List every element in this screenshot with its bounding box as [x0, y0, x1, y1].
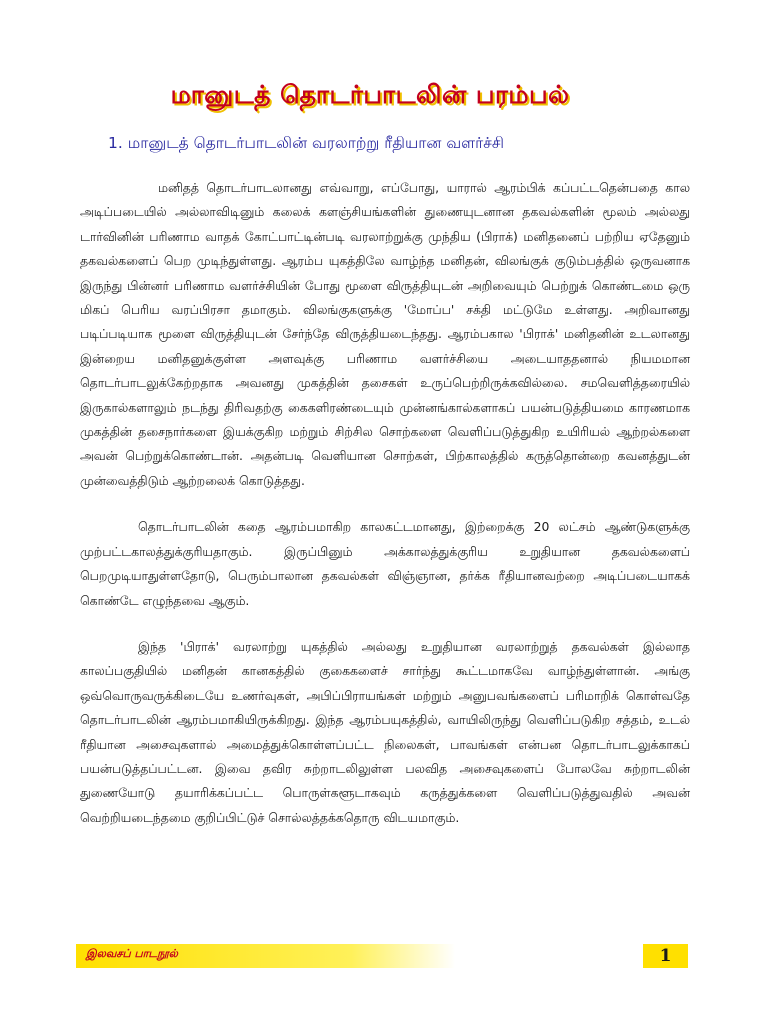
page-number: 1 — [659, 946, 672, 966]
body-text — [80, 176, 690, 852]
paragraph: தொடர்பாடலின் கதை ஆரம்பமாகிற காலகட்டமானது, இற்றைக்கு 20 லட்சம் ஆண்டுகளுக்கு முற்பட்டகாலத்துக்குரியதாகும். இருப்பினும் அக்காலத்துக்குரிய உறுதியான தகவல்களைப் பெறமுடியாதுள்ளதோடு, பெரும்பாலான தகவல்கள் விஞ்ஞான, தர்க்க ரீதியானவற்றை அடிப்படையாகக் கொண்டே எழுந்தவை ஆகும். — [80, 519, 690, 608]
footer-label: இலவசப் பாடநூல் — [86, 947, 178, 960]
page-title: மானுடத் தொடர்பாடலின் பரம்பல் — [170, 80, 570, 109]
paragraph: இந்த 'பிராக்' வரலாற்று யுகத்தில் அல்லது உறுதியான வரலாற்றுத் தகவல்கள் இல்லாத காலப்பகுதியில் மனிதன் கானகத்தில் குகைகளைச் சார்ந்து கூட்டமாகவே வாழ்ந்துள்ளான். அங்கு ஒவ்வொருவருக்கிடையே உணர்வுகள், அபிப்பிராயங்கள் மற்றும் அனுபவங்களைப் பரிமாறிக் கொள்வதே தொடர்பாடலின் ஆரம்பமாகியிருக்கிறது. இந்த ஆரம்பயுகத்தில், வாயிலிருந்து வெளிப்படுகிற சத்தம், உடல் ரீதியான அசைவுகளால் அமைத்துக்கொள்ளப்பட்ட நிலைகள், பாவங்கள் என்பன தொடர்பாடலுக்காகப் பயன்படுத்தப்பட்டன. இவை தவிர சுற்றாடலிலுள்ள பலவித அசைவுகளைப் போலவே சுற்றாடலின் துணையோடு தயாரிக்கப்பட்ட பொருள்களூடாகவும் கருத்துக்களை வெளிப்படுத்துவதில் அவன் வெற்றியடைந்தமை குறிப்பிட்டுச் சொல்லத்தக்கதொரு விடயமாகும். — [80, 638, 690, 825]
paragraph: மனிதத் தொடர்பாடலானது எவ்வாறு, எப்போது, யாரால் ஆரம்பிக் கப்பட்டதென்பதை கால அடிப்படையில் அல்லாவிடினும் கலைக் களஞ்சியங்களின் துணையுடனான தகவல்களின் மூலம் அல்லது டார்வினின் பரிணாம வாதக் கோட்பாட்டின்படி வரலாற்றுக்கு முந்திய (பிராக்) மனிதனைப் பற்றிய ஏதேனும் தகவல்களைப் பெற முடிந்துள்ளது. ஆரம்ப யுகத்திலே வாழ்ந்த மனிதன், விலங்குக் குடும்பத்தில் ஒருவனாக இருந்து பின்னர் பரிணாம வளர்ச்சியின் போது மூளை விருத்தியுடன் அறிவையும் பெற்றுக் கொண்டமை ஒரு மிகப் பெரிய வரப்பிரசா தமாகும். விலங்குகளுக்கு 'மோப்ப' சக்தி மட்டுமே உள்ளது. அறிவானது படிப்படியாக மூளை விருத்தியுடன் சேர்ந்தே விருத்தியடைந்தது. ஆரம்பகால 'பிராக்' மனிதனின் உடலானது இன்றைய மனிதனுக்குள்ள அளவுக்கு பரிணாம வளர்ச்சியை அடையாததனால் நியமமான தொடர்பாடலுக்கேற்றதாக அவனது முகத்தின் தசைகள் உருப்பெற்றிருக்கவில்லை. சமவெளித்தரையில் இருகால்களாலும் நடந்து திரிவதற்கு கைகளிரண்டையும் முன்னங்கால்களாகப் பயன்படுத்தியமை காரணமாக முகத்தின் தசைநார்களை இயக்குகிற மற்றும் சிற்சில சொற்களை வெளிப்படுத்துகிற உயிரியல் ஆற்றல்களை அவன் பெற்றுக்கொண்டான். அதன்படி வெளியான சொற்கள், பிற்காலத்தில் கருத்தொன்றை கவனத்துடன் முன்வைத்திடும் ஆற்றலைக் கொடுத்தது. — [80, 180, 690, 488]
section-heading: 1. மானுடத் தொடர்பாடலின் வரலாற்று ரீதியான வளர்ச்சி — [108, 134, 504, 152]
